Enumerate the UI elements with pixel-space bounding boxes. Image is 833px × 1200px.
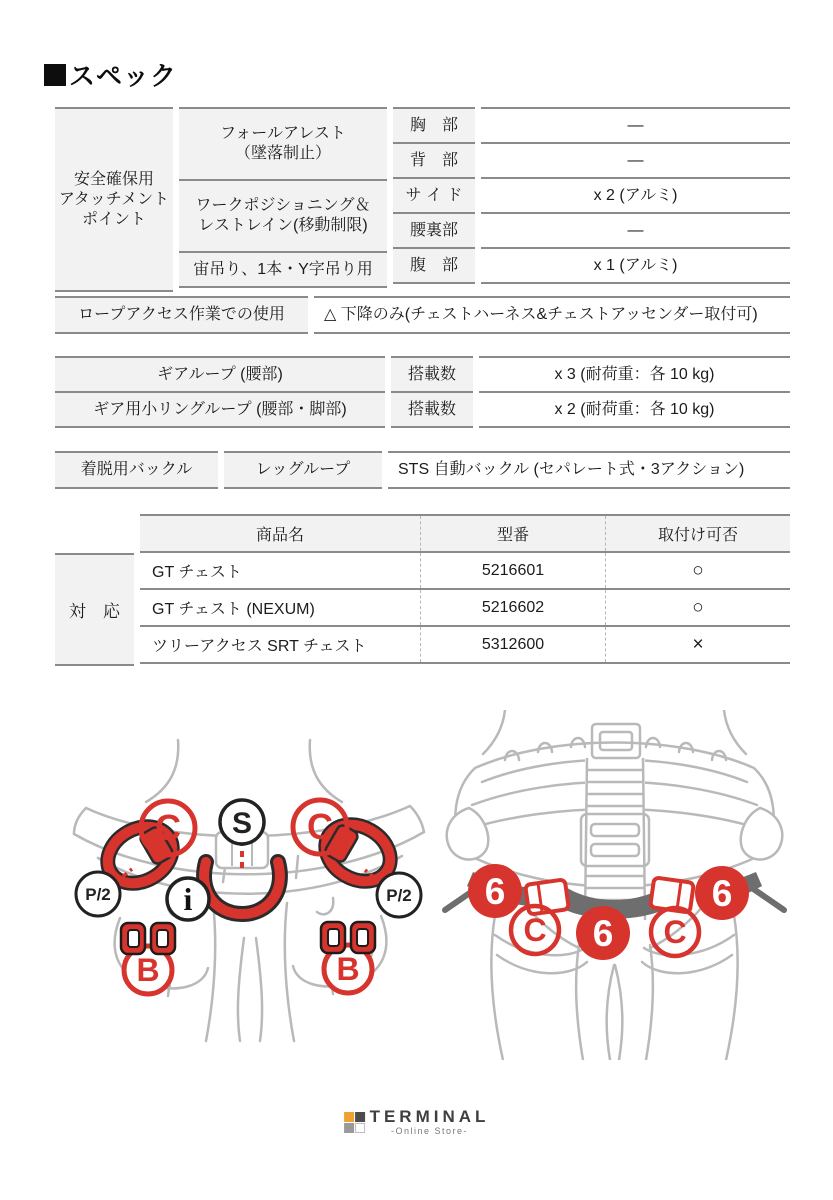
part-cell: サ イ ド <box>393 179 475 214</box>
front-harness-diagram <box>58 738 443 1043</box>
info-icon: i <box>183 881 193 917</box>
gear-buckle-label-right: B <box>336 951 360 987</box>
rear-harness-diagram <box>437 710 792 1060</box>
gear-buckle-label-left: B <box>136 952 160 988</box>
qty-header-cell: 搭載数 <box>391 358 473 393</box>
loop-marker-label-left: 6 <box>484 871 506 912</box>
value-cell: — <box>481 109 790 144</box>
page-title-text: スペック <box>69 61 178 91</box>
model-number-cell: 5312600 <box>420 627 605 662</box>
part-cell: 背 部 <box>393 144 475 179</box>
loop-marker-label-center: 6 <box>592 913 614 954</box>
qty-value-cell: x 3 (耐荷重：各 10 kg) <box>479 358 790 393</box>
logo-grid-icon <box>344 1112 365 1133</box>
header-compatibility: 取付け可否 <box>605 516 790 551</box>
rope-access-value: △ 下降のみ(チェストハーネス&チェストアッセンダー取付可) <box>314 298 790 334</box>
attachment-row-header: 安全確保用 アタッチメント ポイント <box>55 109 173 292</box>
part-cell: 腰裏部 <box>393 214 475 249</box>
product-name-cell: GT チェスト <box>152 564 242 581</box>
model-number-cell: 5216602 <box>420 590 605 625</box>
compatibility-table <box>55 514 790 666</box>
value-cell: x 2 (アルミ) <box>481 179 790 214</box>
buckle-part: レッグループ <box>224 453 382 489</box>
logo-brand-text: TERMINAL <box>369 1107 490 1126</box>
rear-buckle-label-right: C <box>663 914 687 950</box>
header-product-name: 商品名 <box>140 516 420 551</box>
qty-header-cell: 搭載数 <box>391 393 473 428</box>
harness-outline <box>74 740 424 1041</box>
value-cell: — <box>481 144 790 179</box>
store-logo <box>344 1108 490 1136</box>
table-row <box>140 590 790 627</box>
value-cell: — <box>481 214 790 249</box>
table-row <box>140 553 790 590</box>
product-name-cell: GT チェスト (NEXUM) <box>152 601 315 618</box>
attachment-type-suspension: 宙吊り、1本・Y字吊り用 <box>179 253 387 288</box>
model-number-cell: 5216601 <box>420 553 605 588</box>
rear-buckle-label-left: C <box>523 912 547 948</box>
title-square-icon <box>44 64 66 86</box>
rope-access-label: ロープアクセス作業での使用 <box>55 298 308 334</box>
table-row <box>140 627 790 664</box>
side-attachment-label-left: C <box>155 807 181 848</box>
buckle-table <box>55 451 790 489</box>
compatibility-cell: × <box>605 627 790 662</box>
attachment-type-work-positioning: ワークポジショニング＆ レストレイン(移動制限) <box>179 181 387 253</box>
buckle-value: STS 自動バックル (セパレート式・3アクション) <box>388 453 790 489</box>
logo-subtitle-text: -Online Store- <box>390 1126 469 1136</box>
loop-marker-label-right: 6 <box>711 873 733 914</box>
rope-access-row <box>55 296 790 334</box>
compat-header-row <box>140 516 790 553</box>
page-title <box>44 56 177 93</box>
gear-loop-label: ギアループ (腰部) <box>55 358 385 393</box>
attachment-type-fall-arrest: フォールアレスト （墜落制止） <box>179 109 387 181</box>
gear-loop-table <box>55 356 790 428</box>
side-rod-right <box>752 888 784 910</box>
half-rope-label-right: P/2 <box>386 886 412 905</box>
compatibility-cell: ○ <box>605 590 790 625</box>
compatibility-cell: ○ <box>605 553 790 588</box>
half-rope-label-left: P/2 <box>85 885 111 904</box>
part-cell: 腹 部 <box>393 249 475 284</box>
qty-value-cell: x 2 (耐荷重：各 10 kg) <box>479 393 790 428</box>
header-model-number: 型番 <box>420 516 605 551</box>
product-name-cell: ツリーアクセス SRT チェスト <box>152 638 367 655</box>
sternal-label: S <box>231 807 253 840</box>
gear-loop-label: ギア用小リングループ (腰部・脚部) <box>55 393 385 428</box>
buckle-label: 着脱用バックル <box>55 453 218 489</box>
compat-row-header: 対 応 <box>55 553 134 666</box>
side-attachment-label-right: C <box>307 806 333 847</box>
part-cell: 胸 部 <box>393 109 475 144</box>
value-cell: x 1 (アルミ) <box>481 249 790 284</box>
attachment-points-table <box>55 107 790 292</box>
